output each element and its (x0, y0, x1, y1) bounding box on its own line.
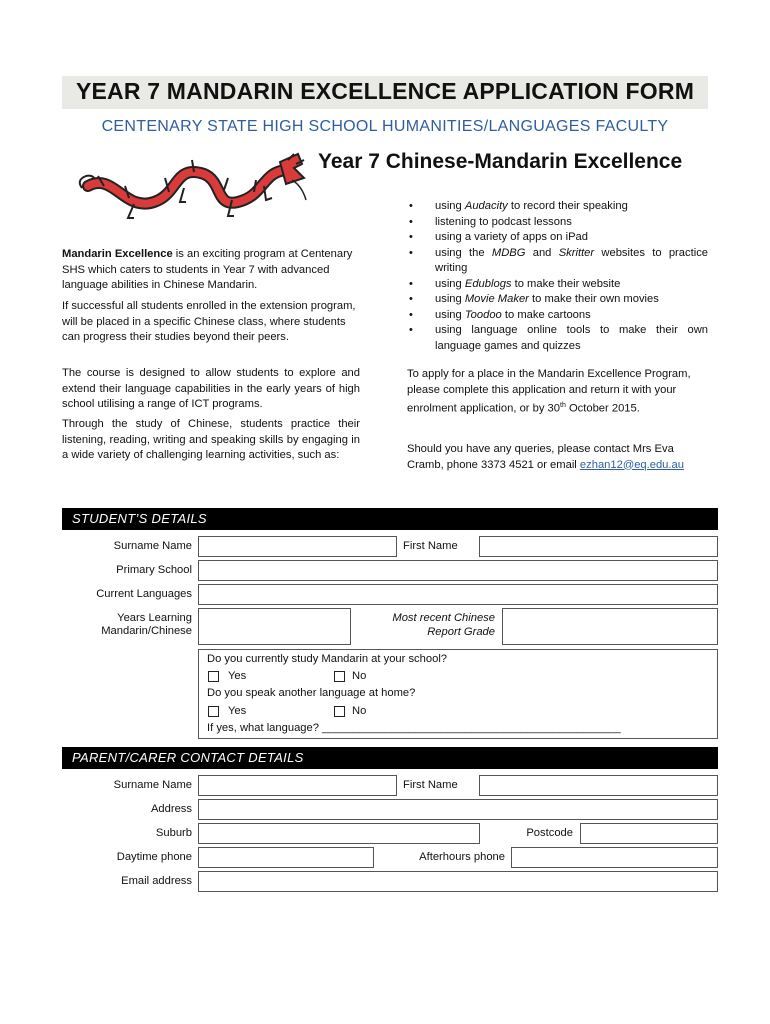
parent-details-header: PARENT/CARER CONTACT DETAILS (62, 747, 718, 769)
parent-surname-field[interactable] (198, 775, 397, 796)
list-item: • using the MDBG and Skritter websites to practice writing (405, 246, 708, 277)
address-field[interactable] (198, 799, 718, 820)
daytime-phone-field[interactable] (198, 847, 374, 868)
student-details-header: STUDENT’S DETAILS (62, 508, 718, 530)
question-which-language[interactable]: If yes, what language? ________________________________________________ (207, 722, 621, 734)
list-item: • using Movie Maker to make their own movies (405, 292, 708, 308)
postcode-field[interactable] (580, 823, 718, 844)
question-study-mandarin: Do you currently study Mandarin at your school? (207, 653, 448, 665)
suburb-field[interactable] (198, 823, 480, 844)
student-first-name-label: First Name (403, 540, 458, 552)
home-no-checkbox[interactable] (334, 706, 345, 717)
parent-surname-label: Surname Name (113, 779, 192, 791)
home-yes-label: Yes (228, 705, 247, 717)
list-item: • listening to podcast lessons (405, 215, 708, 231)
intro-paragraph-4: Through the study of Chinese, students practice their listening, reading, writing and speaking skills by engaging in a wide variety of challenging learning activities, such as: (62, 418, 360, 461)
question-other-language: Do you speak another language at home? (207, 687, 416, 699)
study-no-label: No (352, 670, 367, 682)
suburb-label: Suburb (155, 827, 192, 839)
list-item: • using Toodoo to make cartoons (405, 308, 708, 324)
email-address-field[interactable] (198, 871, 718, 892)
report-grade-label: Most recent Chinese Report Grade (392, 612, 495, 638)
contact-paragraph: Should you have any queries, please contact Mrs Eva Cramb, phone 3373 4521 or email ezhan12@eq.edu.au (407, 443, 684, 471)
intro-paragraph-2: If successful all students enrolled in the extension program, will be placed in a specific Chinese class, where students can progress their studies beyond their peers. (62, 300, 356, 343)
list-item: • using language online tools to make their own language games and quizzes (405, 323, 708, 354)
current-languages-field[interactable] (198, 584, 718, 605)
list-item: • using a variety of apps on iPad (405, 230, 708, 246)
home-no-label: No (352, 705, 367, 717)
home-yes-checkbox[interactable] (208, 706, 219, 717)
intro-bold-term: Mandarin Excellence (62, 248, 173, 260)
activities-list (405, 199, 708, 354)
page-subtitle: CENTENARY STATE HIGH SCHOOL HUMANITIES/LANGUAGES FACULTY (101, 118, 669, 135)
study-no-checkbox[interactable] (334, 671, 345, 682)
study-yes-label: Yes (228, 670, 247, 682)
intro-text: is an exciting program at Centenary SHS which caters to students in Year 7 with advanced language abilities in Chinese Mandarin. (62, 248, 353, 291)
primary-school-label: Primary School (116, 564, 192, 576)
email-address-label: Email address (121, 875, 192, 887)
student-surname-field[interactable] (198, 536, 397, 557)
address-label: Address (150, 803, 192, 815)
dragon-illustration (74, 152, 312, 234)
afterhours-phone-field[interactable] (511, 847, 718, 868)
afterhours-phone-label: Afterhours phone (419, 851, 505, 863)
parent-first-name-field[interactable] (479, 775, 718, 796)
years-learning-label: Years Learning Mandarin/Chinese (101, 612, 192, 637)
report-grade-field[interactable] (502, 608, 718, 645)
parent-first-name-label: First Name (403, 779, 458, 791)
student-surname-label: Surname Name (113, 540, 192, 552)
program-heading: Year 7 Chinese-Mandarin Excellence (318, 150, 683, 173)
years-learning-field[interactable] (198, 608, 351, 645)
student-first-name-field[interactable] (479, 536, 718, 557)
daytime-phone-label: Daytime phone (116, 851, 192, 863)
intro-paragraph-1 (62, 247, 360, 294)
postcode-label: Postcode (526, 827, 573, 839)
intro-paragraph-3: The course is designed to allow students to explore and extend their language capabilities in the early years of high school utilising a range of ICT programs. (62, 367, 360, 410)
page-title: YEAR 7 MANDARIN EXCELLENCE APPLICATION FORM (75, 78, 695, 104)
apply-paragraph: To apply for a place in the Mandarin Excellence Program, please complete this application and return it with your enrolment application, or by 30th October 2015. (407, 368, 691, 415)
study-yes-checkbox[interactable] (208, 671, 219, 682)
current-languages-label: Current Languages (96, 588, 192, 600)
list-item: • using Audacity to record their speaking (405, 199, 708, 215)
primary-school-field[interactable] (198, 560, 718, 581)
list-item: • using Edublogs to make their website (405, 277, 708, 293)
contact-email-link[interactable]: ezhan12@eq.edu.au (579, 458, 684, 471)
